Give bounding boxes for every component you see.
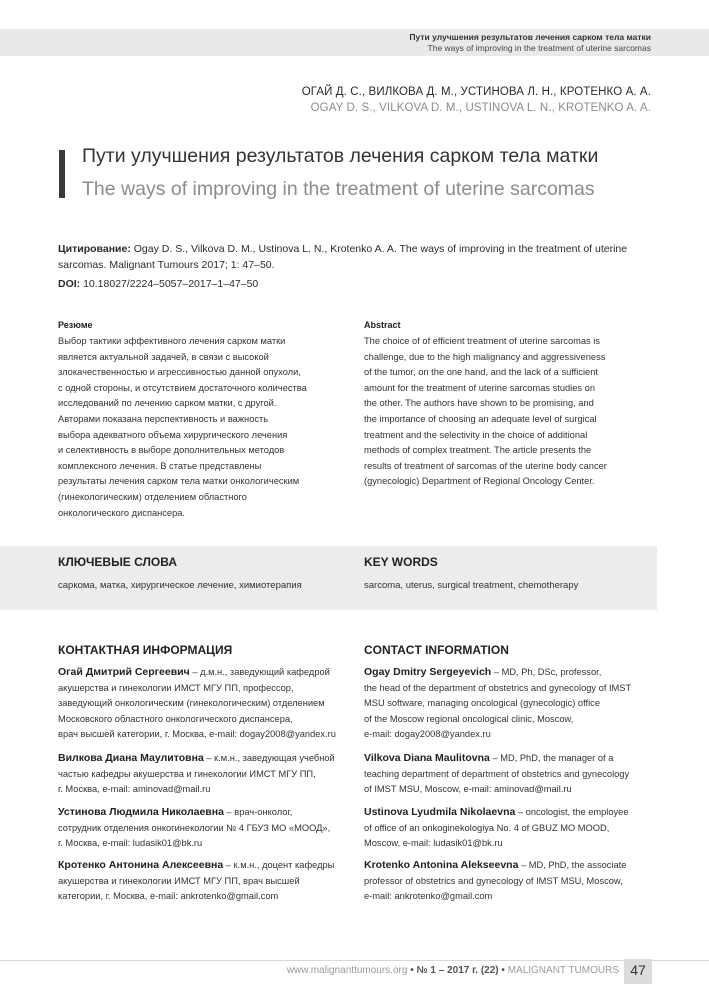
footer-issue: № 1 – 2017 г. (22) (416, 965, 499, 976)
abstract-ru-line: результаты лечения сарком тела матки онкологическим (58, 476, 300, 487)
citation (58, 241, 653, 273)
contact-name: Вилкова Диана Маулитовна (58, 752, 204, 764)
abstract-ru-line: Выбор тактики эффективного лечения сарком матки (58, 336, 286, 346)
abstract-ru-line: является актуальной задачей, в связи с высокой (58, 351, 269, 362)
keywords-en-text: sarcoma, uterus, surgical treatment, chemotherapy (364, 580, 579, 591)
contact-detail: – врач-онколог, (223, 807, 293, 817)
contact-line: of the Moscow regional oncological clinic, Moscow, (364, 713, 574, 724)
abstract-ru-line: комплексного лечения. В статье представлены (58, 460, 262, 471)
contact-name: Ogay Dmitry Sergeyevich (364, 666, 492, 678)
contact-line: заведующий онкологическим (гинекологическим) отделением (58, 698, 325, 709)
footer-separator: • (498, 965, 508, 976)
contact-line: the head of the department of obstetrics and gynecology of IMST (364, 682, 632, 693)
keywords-ru-heading: КЛЮЧЕВЫЕ СЛОВА (58, 555, 178, 569)
contact-line: г. Москва, e-mail: ludasik01@bk.ru (58, 838, 203, 849)
footer (287, 965, 619, 976)
abstract-en-line: treatment and the selectivity in the choice of additional (364, 429, 588, 440)
abstract-en-line: methods of complex treatment. The article presents the (364, 445, 592, 456)
keywords-ru-text: саркома, матка, хирургическое лечение, химиотерапия (58, 580, 302, 591)
contact-name: Кротенко Антонина Алексеевна (58, 859, 224, 871)
contact-detail: – MD, Ph, DSc, professor, (491, 667, 602, 677)
abstract-ru-line: онкологического диспансера. (58, 507, 186, 518)
contact-line: professor of obstetrics and gynecology of IMST MSU, Moscow, (364, 875, 623, 886)
page-number: 47 (630, 962, 646, 978)
abstract-ru-line: с одной стороны, и отсутствием достаточного количества (58, 382, 307, 393)
contact-detail: – MD, PhD, the manager of a (489, 753, 614, 763)
contact-line: Moscow, e-mail: ludasik01@bk.ru (364, 838, 503, 849)
contact-en-vilkova (364, 751, 656, 798)
abstract-ru-text (58, 334, 348, 521)
contact-line: teaching department of department of obstetrics and gynecology (364, 768, 630, 779)
article-title-ru: Пути улучшения результатов лечения сарком тела матки (82, 145, 599, 167)
authors-ru: ОГАЙ Д. С., ВИЛКОВА Д. М., УСТИНОВА Л. Н., КРОТЕНКО А. А. (301, 86, 651, 98)
contact-line: акушерства и гинекологии ИМСТ МГУ ПП, врач высшей (58, 875, 300, 886)
contact-line: врач высшей категории, г. Москва, e-mail: dogay2008@yandex.ru (58, 729, 336, 740)
contact-line: Московского областного онкологического диспансера, (58, 713, 293, 724)
authors-en: OGAY D. S., VILKOVA D. M., USTINOVA L. N., KROTENKO A. A. (310, 102, 651, 114)
footer-site-link[interactable]: www.malignanttumours.org (286, 965, 408, 976)
article-title-en: The ways of improving in the treatment of uterine sarcomas (82, 178, 595, 200)
title-accent-bar (59, 150, 65, 198)
contact-detail: – к.м.н., доцент кафедры (223, 860, 335, 870)
abstract-ru-line: и селективность в выборе дополнительных методов (58, 445, 285, 456)
abstract-ru-line: Авторами показана перспективность и важность (58, 413, 269, 424)
contact-ru-krotenko (58, 858, 350, 905)
contact-line: сотрудник отделения онкогинекологии № 4 ГБУЗ МО «МООД», (58, 822, 331, 833)
abstract-ru-line: исследований по лечению сарком матки, с другой. (58, 398, 277, 409)
contact-ru-vilkova (58, 751, 350, 798)
abstract-en-line: (gynecologic) Department of Regional Oncology Center. (364, 476, 595, 487)
contact-en-ustinova (364, 805, 656, 852)
footer-divider (0, 960, 709, 961)
contact-detail: – д.м.н., заведующий кафедрой (189, 667, 330, 677)
footer-journal: MALIGNANT TUMOURS (507, 965, 619, 976)
citation-text: Ogay D. S., Vilkova D. M., Ustinova L. N., Krotenko A. A. The ways of improving in the treatment of uterine sarcomas. Malignant Tumours 2017; 1: 47–50. (58, 243, 628, 271)
contact-en-ogay (364, 665, 656, 743)
keywords-en-heading: KEY WORDS (364, 555, 438, 569)
contact-name: Устинова Людмила Николаевна (58, 806, 224, 818)
abstract-ru-line: злокачественностью и агрессивностью данной опухоли, (58, 367, 301, 378)
contact-line: акушерства и гинекологии ИМСТ МГУ ПП, профессор, (58, 682, 294, 693)
contact-detail: – к.м.н., заведующая учебной (203, 753, 335, 763)
doi (58, 278, 258, 290)
contact-line: MSU software, managing oncological (gynecologic) office (364, 698, 600, 709)
abstract-en-line: of the tumor, on the one hand, and the lack of a sufficient (364, 367, 598, 378)
abstract-ru-line: выбора адекватного объема хирургического лечения (58, 429, 288, 440)
contact-line: частью кафедры акушерства и гинекологии ИМСТ МГУ ПП, (58, 768, 316, 779)
contact-line: г. Москва, e-mail: aminovad@mail.ru (58, 784, 211, 795)
doi-value[interactable]: 10.18027/2224–5057–2017–1–47–50 (80, 278, 259, 290)
contact-name: Огай Дмитрий Сергеевич (58, 666, 190, 678)
contact-name: Vilkova Diana Maulitovna (364, 752, 490, 764)
footer-separator: • (407, 965, 417, 976)
abstract-ru-heading: Резюме (58, 320, 93, 330)
contact-en-krotenko (364, 858, 656, 905)
contact-line: of office of an onkoginekologiya No. 4 of GBUZ MO MOOD, (364, 822, 610, 833)
abstract-en-line: amount for the treatment of uterine sarcomas studies on (364, 382, 595, 393)
contact-detail: – MD, PhD, the associate (518, 860, 627, 870)
abstract-en-heading: Abstract (364, 320, 401, 330)
abstract-en-line: The choice of of efficient treatment of uterine sarcomas is (364, 336, 600, 346)
running-header-ru: Пути улучшения результатов лечения сарком тела матки (409, 32, 651, 42)
contact-line: of IMST MSU, Moscow, e-mail: aminovad@mail.ru (364, 784, 572, 795)
contact-ru-ogay (58, 665, 350, 743)
contact-line: e-mail: ankrotenko@gmail.com (364, 891, 493, 902)
abstract-ru-line: (гинекологическим) отделением областного (58, 491, 247, 502)
contact-line: e-mail: dogay2008@yandex.ru (364, 729, 491, 740)
abstract-en-line: the other. The authors have shown to be promising, and (364, 398, 594, 409)
contact-detail: – oncologist, the employee (515, 807, 629, 817)
abstract-en-line: results of treatment of sarcomas of the uterine body cancer (364, 460, 607, 471)
abstract-en-line: the importance of choosing an adequate level of surgical (364, 413, 597, 424)
contact-name: Krotenko Antonina Alekseevna (364, 859, 519, 871)
contacts-ru-heading: КОНТАКТНАЯ ИНФОРМАЦИЯ (58, 643, 233, 657)
doi-label: DOI: (58, 278, 81, 290)
running-header-en: The ways of improving in the treatment of uterine sarcomas (427, 43, 651, 53)
contacts-en-heading: CONTACT INFORMATION (364, 643, 509, 657)
abstract-en-line: challenge, due to the high malignancy and aggressiveness (364, 351, 606, 362)
abstract-en-text (364, 334, 656, 490)
contact-name: Ustinova Lyudmila Nikolaevna (364, 806, 516, 818)
contact-line: категории, г. Москва, e-mail: ankrotenko@gmail.com (58, 891, 279, 902)
citation-label: Цитирование: (58, 243, 131, 255)
contact-ru-ustinova (58, 805, 350, 852)
